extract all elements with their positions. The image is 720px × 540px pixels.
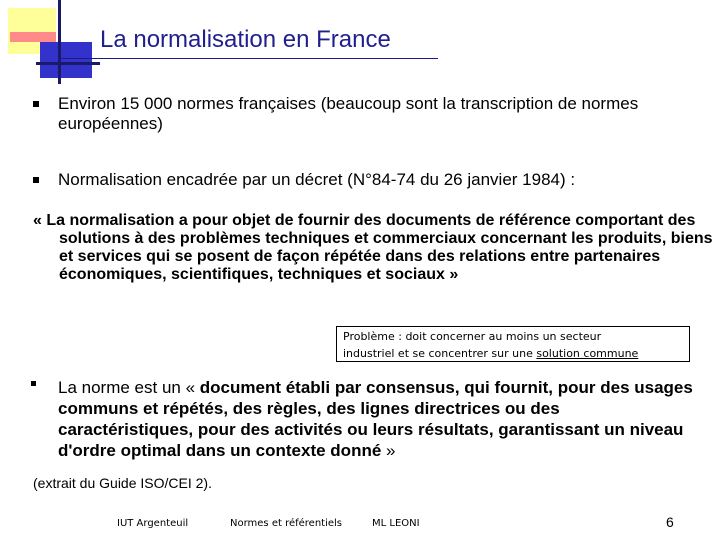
footer-right: ML LEONI xyxy=(372,518,420,529)
footer-center: Normes et référentiels xyxy=(230,518,343,529)
page-number: 6 xyxy=(666,514,674,530)
bullet-marker xyxy=(31,381,36,386)
bullet-item-1: Environ 15 000 normes françaises (beaucoup sont la transcription de normes européennes) xyxy=(58,94,639,133)
norm-definition-bold: document établi par consensus, qui fournit, pour des usages communs et répétés, des règles, des lignes directrices ou des caractéristiques, pour des activités ou leurs résultats, garantissant un niveau d'ordre optimal dans un contexte donné xyxy=(58,378,693,460)
source-note: (extrait du Guide ISO/CEI 2). xyxy=(33,475,212,491)
problem-note-line-1: Problème : doit concerner au moins un secteur xyxy=(343,330,602,343)
slide-title: La normalisation en France xyxy=(100,26,391,53)
problem-note-line-2 xyxy=(343,345,689,362)
problem-note-emphasis: solution commune xyxy=(536,347,639,360)
decree-quote: « La normalisation a pour objet de fournir des documents de référence comportant des solutions à des problèmes techniques et commerciaux concernant les produits, biens et services qui se posent de façon répétée dans des relations entre partenaires économiques, scientifiques, techniques et sociaux » xyxy=(33,212,713,283)
problem-note-line-2-text: industriel et se concentrer sur une xyxy=(343,347,537,360)
norm-definition-suffix: » xyxy=(381,441,396,460)
bullet-marker xyxy=(33,177,39,183)
slide-logo xyxy=(0,0,100,90)
bullet-item-2: Normalisation encadrée par un décret (N°84-74 du 26 janvier 1984) : xyxy=(58,170,576,189)
problem-note-box xyxy=(336,326,690,362)
norm-definition-prefix: La norme est un « xyxy=(58,378,200,397)
footer-left: IUT Argenteuil xyxy=(117,518,189,529)
norm-definition xyxy=(58,377,698,461)
title-underline xyxy=(58,58,438,59)
bullet-marker xyxy=(33,101,39,107)
